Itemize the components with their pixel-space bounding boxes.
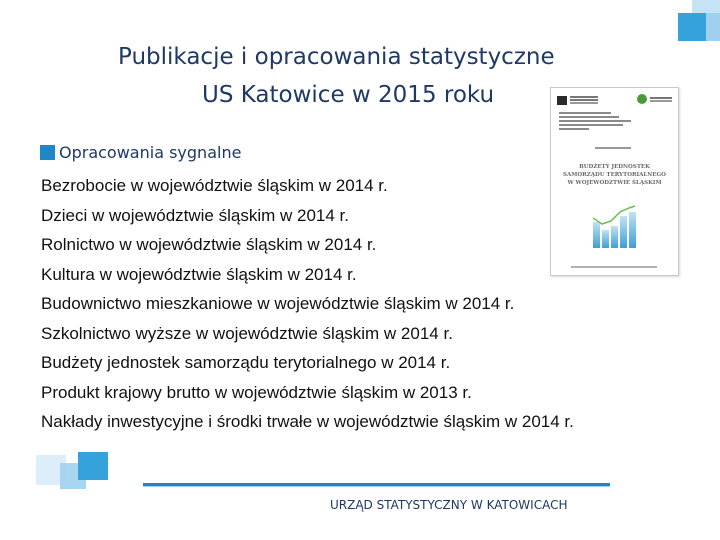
- slide-title-line-1: Publikacje i opracowania statystyczne: [118, 44, 555, 70]
- cover-text-line: [559, 116, 619, 118]
- bar-chart-icon: [591, 204, 637, 250]
- decorative-square: [692, 0, 720, 13]
- cover-text-line: [559, 124, 623, 126]
- footer-divider: [143, 486, 610, 487]
- publication-item: Szkolnictwo wyższe w województwie śląskim w 2014 r.: [41, 323, 453, 343]
- publication-item: Kultura w województwie śląskim w 2014 r.: [41, 264, 357, 284]
- publication-item: Produkt krajowy brutto w województwie śląskim w 2013 r.: [41, 382, 472, 402]
- cover-title: [557, 163, 672, 187]
- publication-item: Budownictwo mieszkaniowe w województwie śląskim w 2014 r.: [41, 294, 515, 313]
- logo-text-lines: [570, 96, 598, 98]
- publication-list: [41, 174, 574, 440]
- footer-institution-name: URZĄD STATYSTYCZNY W KATOWICACH: [330, 498, 568, 512]
- logo-text-lines: [650, 97, 672, 99]
- publication-item: Dzieci w województwie śląskim w 2014 r.: [41, 205, 349, 225]
- cover-title-line: BUDŻETY JEDNOSTEK: [579, 164, 650, 170]
- cover-text-line: [559, 128, 589, 130]
- publication-item: Rolnictwo w województwie śląskim w 2014 r.: [41, 235, 377, 254]
- cover-text-line: [559, 112, 611, 114]
- decorative-square: [678, 13, 706, 41]
- section-heading: [40, 142, 241, 162]
- gus-logo-icon: [557, 96, 567, 105]
- cover-text-line: [595, 147, 631, 149]
- section-title: Opracowania sygnalne: [59, 142, 242, 162]
- region-logo-icon: [637, 94, 647, 104]
- cover-title-line: SAMORZĄDU TERYTORIALNEGO: [563, 172, 666, 178]
- cover-text-line: [559, 120, 631, 122]
- cover-text-line: [571, 266, 657, 268]
- cover-title-line: W WOJEWÓDZTWIE ŚLĄSKIM: [567, 180, 662, 186]
- publication-item: Budżety jednostek samorządu terytorialnego w 2014 r.: [41, 353, 451, 372]
- decorative-square: [78, 452, 108, 480]
- decorative-square: [706, 13, 720, 41]
- square-bullet-icon: [40, 145, 55, 160]
- slide-title-line-2: US Katowice w 2015 roku: [202, 82, 495, 108]
- publication-item: Bezrobocie w województwie śląskim w 2014 r.: [41, 176, 388, 195]
- publication-item: Nakłady inwestycyjne i środki trwałe w województwie śląskim w 2014 r.: [41, 412, 574, 431]
